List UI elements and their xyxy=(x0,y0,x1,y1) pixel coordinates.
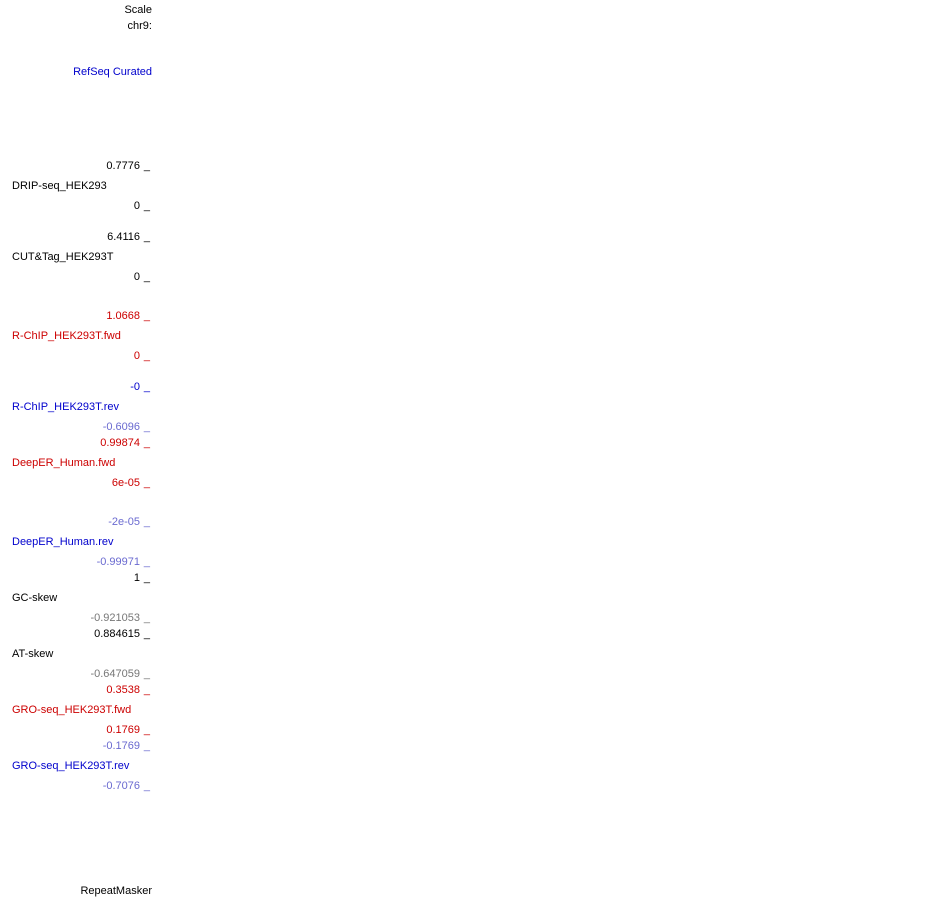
track-label-at-skew[interactable]: AT-skew xyxy=(12,648,54,660)
track-max-deeper-human-fwd: 0.99874 _ xyxy=(100,437,150,449)
track-label-r-chip-hek293t-fwd[interactable]: R-ChIP_HEK293T.fwd xyxy=(12,330,121,342)
axis-tick-icon: _ xyxy=(140,684,150,696)
track-label-r-chip-hek293t-rev[interactable]: R-ChIP_HEK293T.rev xyxy=(12,401,119,413)
track-min-deeper-human-fwd: 6e-05 _ xyxy=(111,477,150,489)
track-max-gro-seq-hek293t-rev: -0.1769 _ xyxy=(102,740,150,752)
track-max-r-chip-hek293t-fwd: 1.0668 _ xyxy=(106,310,150,322)
axis-tick-icon: _ xyxy=(140,437,150,449)
axis-tick-icon: _ xyxy=(140,200,150,212)
axis-tick-icon: _ xyxy=(140,310,150,322)
track-min-at-skew: -0.647059 _ xyxy=(90,668,150,680)
axis-tick-icon: _ xyxy=(140,477,150,489)
chromosome-position-label: chr9: xyxy=(127,20,152,32)
axis-tick-icon: _ xyxy=(140,780,150,792)
axis-tick-icon: _ xyxy=(140,556,150,568)
track-label-gc-skew[interactable]: GC-skew xyxy=(12,592,58,604)
track-max-cut-and-tag-hek293t: 6.4116 _ xyxy=(107,231,150,243)
track-min-cut-and-tag-hek293t: 0 _ xyxy=(133,271,150,283)
axis-tick-icon: _ xyxy=(140,740,150,752)
axis-tick-icon: _ xyxy=(140,516,150,528)
axis-tick-icon: _ xyxy=(140,381,150,393)
track-min-r-chip-hek293t-rev: -0.6096 _ xyxy=(102,421,150,433)
track-max-gro-seq-hek293t-fwd: 0.3538 _ xyxy=(106,684,150,696)
track-min-gro-seq-hek293t-rev: -0.7076 _ xyxy=(102,780,150,792)
axis-tick-icon: _ xyxy=(140,160,150,172)
track-label-gro-seq-hek293t-fwd[interactable]: GRO-seq_HEK293T.fwd xyxy=(12,704,132,716)
axis-tick-icon: _ xyxy=(140,724,150,736)
track-max-r-chip-hek293t-rev: -0 _ xyxy=(130,381,150,393)
scale-bar-label: Scale xyxy=(124,4,152,16)
track-label-cut-and-tag-hek293t[interactable]: CUT&Tag_HEK293T xyxy=(12,251,114,263)
axis-tick-icon: _ xyxy=(140,572,150,584)
track-label-deeper-human-fwd[interactable]: DeepER_Human.fwd xyxy=(12,457,116,469)
track-min-deeper-human-rev: -0.99971 _ xyxy=(96,556,150,568)
track-min-gc-skew: -0.921053 _ xyxy=(90,612,150,624)
axis-tick-icon: _ xyxy=(140,421,150,433)
track-label-gro-seq-hek293t-rev[interactable]: GRO-seq_HEK293T.rev xyxy=(12,760,130,772)
track-label-deeper-human-rev[interactable]: DeepER_Human.rev xyxy=(12,536,114,548)
track-min-gro-seq-hek293t-fwd: 0.1769 _ xyxy=(106,724,150,736)
track-min-drip-seq-hek293: 0 _ xyxy=(133,200,150,212)
track-label-refseq-curated[interactable]: RefSeq Curated xyxy=(73,66,152,78)
axis-tick-icon: _ xyxy=(140,612,150,624)
axis-tick-icon: _ xyxy=(140,350,150,362)
track-max-drip-seq-hek293: 0.7776 _ xyxy=(106,160,150,172)
axis-tick-icon: _ xyxy=(140,231,150,243)
track-min-r-chip-hek293t-fwd: 0 _ xyxy=(133,350,150,362)
axis-tick-icon: _ xyxy=(140,271,150,283)
track-label-drip-seq-hek293[interactable]: DRIP-seq_HEK293 xyxy=(12,180,107,192)
track-max-deeper-human-rev: -2e-05 _ xyxy=(108,516,150,528)
axis-tick-icon: _ xyxy=(140,628,150,640)
axis-tick-icon: _ xyxy=(140,668,150,680)
track-max-at-skew: 0.884615 _ xyxy=(94,628,150,640)
track-max-gc-skew: 1 _ xyxy=(133,572,150,584)
track-label-repeatmasker[interactable]: RepeatMasker xyxy=(80,885,152,897)
